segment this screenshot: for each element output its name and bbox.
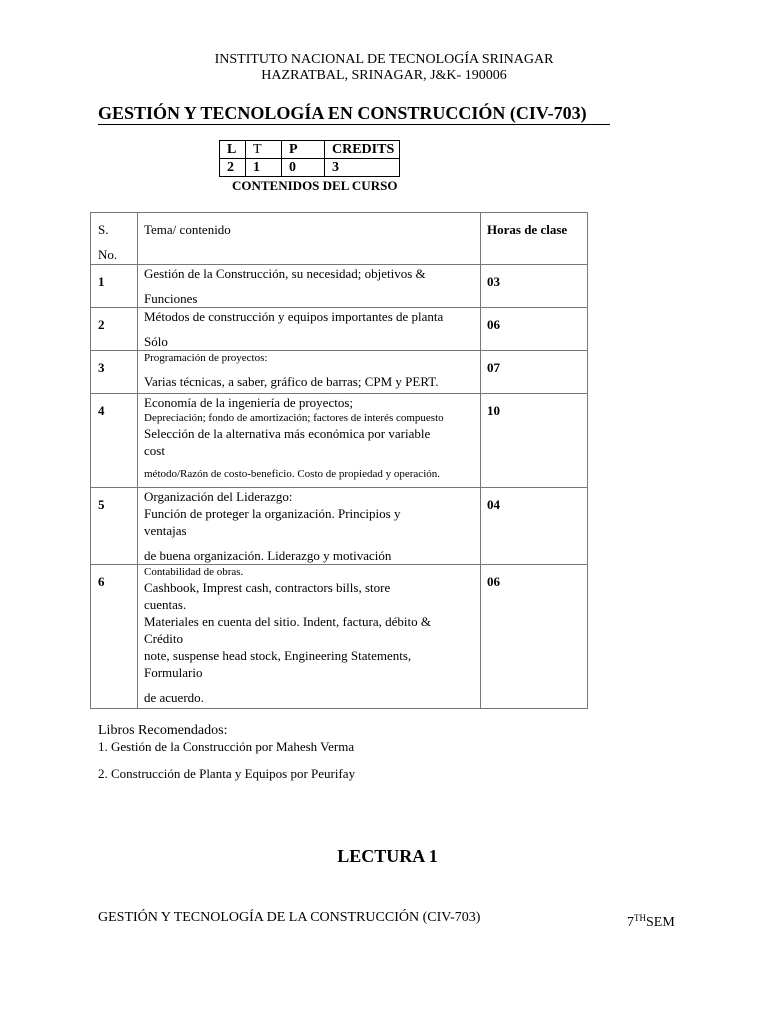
ltp-header-credits: CREDITS	[325, 141, 400, 159]
header-topic-cell	[138, 213, 481, 265]
ltp-header-l: L	[220, 141, 246, 159]
row-5-line-4: de buena organización. Liderazgo y motivación	[144, 548, 392, 563]
ltp-value-p: 0	[282, 159, 325, 177]
row-6-line-4: Materiales en cuenta del sitio. Indent, factura, débito &	[144, 614, 431, 629]
row-5-line-2: Función de proteger la organización. Principios y	[144, 506, 401, 521]
syllabus-row-6	[91, 565, 588, 709]
ltp-header-t: T	[246, 141, 282, 159]
ltp-header-p: P	[282, 141, 325, 159]
row-6-line-8: de acuerdo.	[144, 690, 204, 705]
row-1-line-2: Funciones	[144, 291, 198, 306]
row-4-number	[91, 394, 138, 488]
syllabus-header-row	[91, 213, 588, 265]
semester-suffix: SEM	[646, 915, 675, 930]
row-5-line-3: ventajas	[144, 523, 187, 538]
row-4-line-3: Selección de la alternativa más económica por variable	[144, 426, 431, 441]
row-3-hours-text: 07	[487, 360, 500, 375]
row-3-hours	[481, 351, 588, 394]
institute-name: INSTITUTO NACIONAL DE TECNOLOGÍA SRINAGAR	[214, 52, 554, 67]
semester-number: 7	[627, 915, 634, 930]
syllabus-row-5	[91, 488, 588, 565]
row-3-line-2: Varias técnicas, a saber, gráfico de barras; CPM y PERT.	[144, 374, 439, 389]
lecture-heading: LECTURA 1	[337, 846, 438, 866]
row-6-line-3: cuentas.	[144, 597, 187, 612]
row-3-topic	[138, 351, 481, 394]
ltp-value-row	[220, 159, 400, 177]
syllabus-row-4	[91, 394, 588, 488]
row-3-number-text: 3	[98, 360, 105, 375]
row-4-hours-text: 10	[487, 403, 500, 418]
book-item-2: 2. Construcción de Planta y Equipos por Peurifay	[98, 766, 356, 781]
syllabus-row-2	[91, 308, 588, 351]
row-6-topic	[138, 565, 481, 709]
header-sno-line-1: S.	[98, 222, 109, 237]
row-1-line-1: Gestión de la Construcción, su necesidad; objetivos &	[144, 266, 426, 281]
institute-address: HAZRATBAL, SRINAGAR, J&K- 190006	[261, 68, 507, 83]
row-4-hours	[481, 394, 588, 488]
syllabus-row-1	[91, 265, 588, 308]
book-item-1: 1. Gestión de la Construcción por Mahesh Verma	[98, 739, 355, 754]
syllabus-table	[90, 212, 588, 709]
row-1-topic	[138, 265, 481, 308]
row-3-number	[91, 351, 138, 394]
semester-ordinal: TH	[634, 913, 646, 923]
header-topic-label: Tema/ contenido	[144, 222, 231, 237]
row-6-line-6: note, suspense head stock, Engineering Statements,	[144, 648, 412, 663]
row-5-hours-text: 04	[487, 497, 500, 512]
ltp-credits-table	[219, 140, 400, 177]
row-1-hours	[481, 265, 588, 308]
row-6-number-text: 6	[98, 574, 105, 589]
row-3-line-1: Programación de proyectos:	[144, 352, 268, 364]
row-5-topic	[138, 488, 481, 565]
row-2-number	[91, 308, 138, 351]
row-6-line-2: Cashbook, Imprest cash, contractors bills, store	[144, 580, 391, 595]
row-6-line-1: Contabilidad de obras.	[144, 566, 244, 578]
row-6-hours-text: 06	[487, 574, 500, 589]
row-2-topic	[138, 308, 481, 351]
row-2-number-text: 2	[98, 317, 105, 332]
row-6-line-7: Formulario	[144, 665, 203, 680]
header-sno-cell	[91, 213, 138, 265]
row-5-line-1: Organización del Liderazgo:	[144, 489, 293, 504]
row-4-line-4: cost	[144, 443, 165, 458]
row-5-number	[91, 488, 138, 565]
row-1-number	[91, 265, 138, 308]
ltp-header-row	[220, 141, 400, 159]
row-4-topic	[138, 394, 481, 488]
row-6-hours	[481, 565, 588, 709]
row-2-hours	[481, 308, 588, 351]
contents-heading: CONTENIDOS DEL CURSO	[232, 178, 398, 193]
row-4-number-text: 4	[98, 403, 105, 418]
row-4-line-2: Depreciación; fondo de amortización; factores de interés compuesto	[144, 412, 444, 424]
course-title: GESTIÓN Y TECNOLOGÍA EN CONSTRUCCIÓN (CIV-703)	[98, 103, 610, 125]
row-2-hours-text: 06	[487, 317, 500, 332]
header-sno-line-2: No.	[98, 247, 118, 262]
row-5-hours	[481, 488, 588, 565]
row-6-line-5: Crédito	[144, 631, 183, 646]
ltp-value-l: 2	[220, 159, 246, 177]
row-2-line-1: Métodos de construcción y equipos importantes de planta	[144, 309, 444, 324]
semester-label	[627, 910, 675, 931]
syllabus-row-3	[91, 351, 588, 394]
recommended-books-title: Libros Recomendados:	[98, 723, 228, 738]
header-hours-cell	[481, 213, 588, 265]
row-2-line-2: Sólo	[144, 334, 168, 349]
row-1-hours-text: 03	[487, 274, 500, 289]
ltp-value-t: 1	[246, 159, 282, 177]
row-4-line-1: Economía de la ingeniería de proyectos;	[144, 395, 354, 410]
row-5-number-text: 5	[98, 497, 105, 512]
header-hours-label: Horas de clase	[487, 222, 568, 237]
row-1-number-text: 1	[98, 274, 105, 289]
row-6-number	[91, 565, 138, 709]
ltp-value-credits: 3	[325, 159, 400, 177]
row-4-line-5: método/Razón de costo-beneficio. Costo de propiedad y operación.	[144, 468, 440, 480]
footer-course-title: GESTIÓN Y TECNOLOGÍA DE LA CONSTRUCCIÓN (CIV-703)	[98, 910, 481, 925]
